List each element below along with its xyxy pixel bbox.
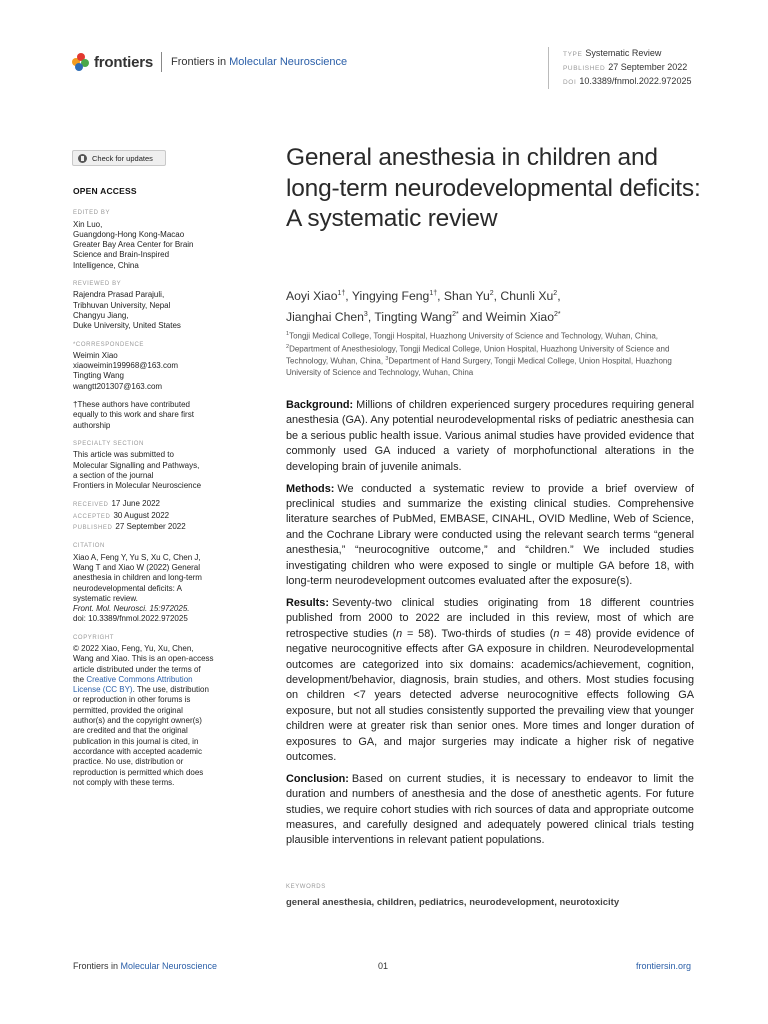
email-link[interactable]: xiaoweimin199968@163.com	[73, 361, 179, 371]
check-for-updates-button[interactable]: Check for updates	[72, 150, 166, 166]
citation: CITATION Xiao A, Feng Y, Yu S, Xu C, Chen J, Wang T and Xiao W (2022) General anesthesia in children and long-term neurodevelopmental deficits: A systematic review. Front. Mol. Neurosci. 15:972025. doi: 10.3389/fnmol.2022.972025	[73, 543, 202, 624]
article-type: Systematic Review	[585, 48, 662, 58]
abstract-conclusion: Conclusion: Based on current studies, it is necessary to endeavor to limit the duration and numbers of anesthesia and the dose of anesthetic agents. For future studies, we require cohort studies with rich sources of data and appropriate outcome measures, and carefully designed and adequately powered clinical trials testing plausible interventions in relevant patient populations.	[286, 772, 694, 847]
journal-brand	[72, 52, 347, 72]
affiliations: $^1$Tongji Medical College, Tongji Hospital, Huazhong University of Science and Technology, Wuhan, China, $^2$Department of Anesthesiology, Tongji Medical College, Union Hospital, Huazhong University of Science and Technology, Wuhan, China, $^3$Department of Hand Surgery, Tongji Medical College, Union Hospital, Huazhong University of Science and Technology, Wuhan, China	[286, 331, 672, 377]
email-link[interactable]: wangtt201307@163.com	[73, 381, 163, 391]
logo-text: frontiers	[94, 53, 154, 71]
contribution-note: †These authors have contributed equally to this work and share first authorship	[73, 400, 194, 430]
sidebar	[73, 186, 243, 796]
edited-by: EDITED BY Xin Luo, Guangdong-Hong Kong-Macao Greater Bay Area Center for Brain Science and Brain-Inspired Intelligence, China	[73, 210, 194, 270]
author-list: Aoyi Xiao$^{1\dagger}$, Yingying Feng$^{1\dagger}$, Shan Yu$^2$, Chunli Xu$^2$, Jianghai Chen$^3$, Tingting Wang$^{2*}$ and Weimin Xiao$^{2*}$	[286, 289, 561, 324]
dates: RECEIVED 17 June 2022 ACCEPTED 30 August 2022 PUBLISHED 27 September 2022	[73, 499, 186, 532]
update-icon	[78, 154, 87, 163]
keywords: general anesthesia, children, pediatrics, neurodevelopment, neurotoxicity	[286, 897, 620, 908]
published-date: 27 September 2022	[608, 62, 688, 72]
footer-journal: Frontiers in Molecular Neuroscience	[73, 961, 218, 971]
logo-divider	[161, 52, 162, 72]
abstract-results: Results: Seventy-two clinical studies originating from 18 different countries published from 2000 to 2022 are included in this review, most of which are retrospective studies (n = 58). Two-thirds of studies (n = 48) provide evidence of negative neurocognitive effects after GA exposure in children. Neurodevelopmental outcomes are categorized into six domains: academics/achievement, cognition, development/behavior, diagnosis, brain studies, and others. Most studies focusing on children <7 years detected adverse neurocognitive effects following GA exposure, but not all studies consistently supported the prevailing view that younger children were at greater risk than senior ones. More times and longer duration of exposures to GA, and major surgeries may indicate a higher risk of negative outcomes.	[286, 596, 695, 763]
article-meta: TYPE Systematic Review PUBLISHED 27 September 2022 DOI 10.3389/fnmol.2022.972025	[548, 47, 691, 89]
keywords-label: KEYWORDS	[286, 884, 326, 890]
abstract-background: Background: Millions of children experienced surgery procedures requiring general anesthesia (GA). Any potential neurodevelopmental risks of pediatric anesthesia can be a serious public health issue. Various animal studies have provided evidence that commonly used GA induced a variety of morphofunctional alterations in the developing brain of juvenile animals.	[286, 399, 694, 473]
cc-license-link[interactable]: Creative Commons Attribution	[86, 674, 193, 684]
doi: 10.3389/fnmol.2022.972025	[579, 76, 692, 86]
copyright: COPYRIGHT © 2022 Xiao, Feng, Yu, Xu, Chen, Wang and Xiao. This is an open-access article distributed under the terms of the Creative Commons Attribution License (CC BY). The use, distribution or reproduction in other forums is permitted, provided the original author(s) and the copyright owner(s) are credited and that the original publication in this journal is cited, in accordance with accepted academic practice. No use, distribution or reproduction is permitted which does not comply with these terms.	[73, 634, 214, 787]
footer-site-link[interactable]: frontiersin.org	[636, 961, 692, 971]
abstract	[286, 398, 694, 855]
abstract-methods: Methods: We conducted a systematic review to provide a brief overview of preclinical studies and summarize the existing clinical studies. Comprehensive literature searches of PubMed, EMBASE, CINAHL, OVID Medline, Web of Science, and the Cochrane Library were conducted using the relevant search terms “general anesthesia,” “neurocognitive outcome,” and “children.” We included studies investigating children who were exposed to single or multiple GA before 18, with long-term neurodevelopment outcomes evaluated after the exposure(s).	[286, 482, 694, 587]
reviewed-by: REVIEWED BY Rajendra Prasad Parajuli, Tribhuvan University, Nepal Changyu Jiang, Duke University, United States	[73, 281, 181, 331]
journal-title: Frontiers in Molecular Neuroscience	[171, 56, 348, 68]
frontiers-logo-icon	[72, 53, 90, 71]
page-number: 01	[378, 961, 389, 971]
article-title: General anesthesia in children and long-term neurodevelopmental deficits: A systematic review	[286, 144, 701, 232]
specialty-section: SPECIALTY SECTION This article was submitted to Molecular Signalling and Pathways, a section of the journal Frontiers in Molecular Neuroscience	[73, 440, 202, 491]
open-access-label: OPEN ACCESS	[73, 186, 137, 196]
cc-license-link[interactable]: License (CC BY)	[73, 685, 133, 695]
correspondence: *CORRESPONDENCE Weimin Xiao xiaoweimin199968@163.com Tingting Wang wangtt201307@163.com	[73, 340, 243, 392]
